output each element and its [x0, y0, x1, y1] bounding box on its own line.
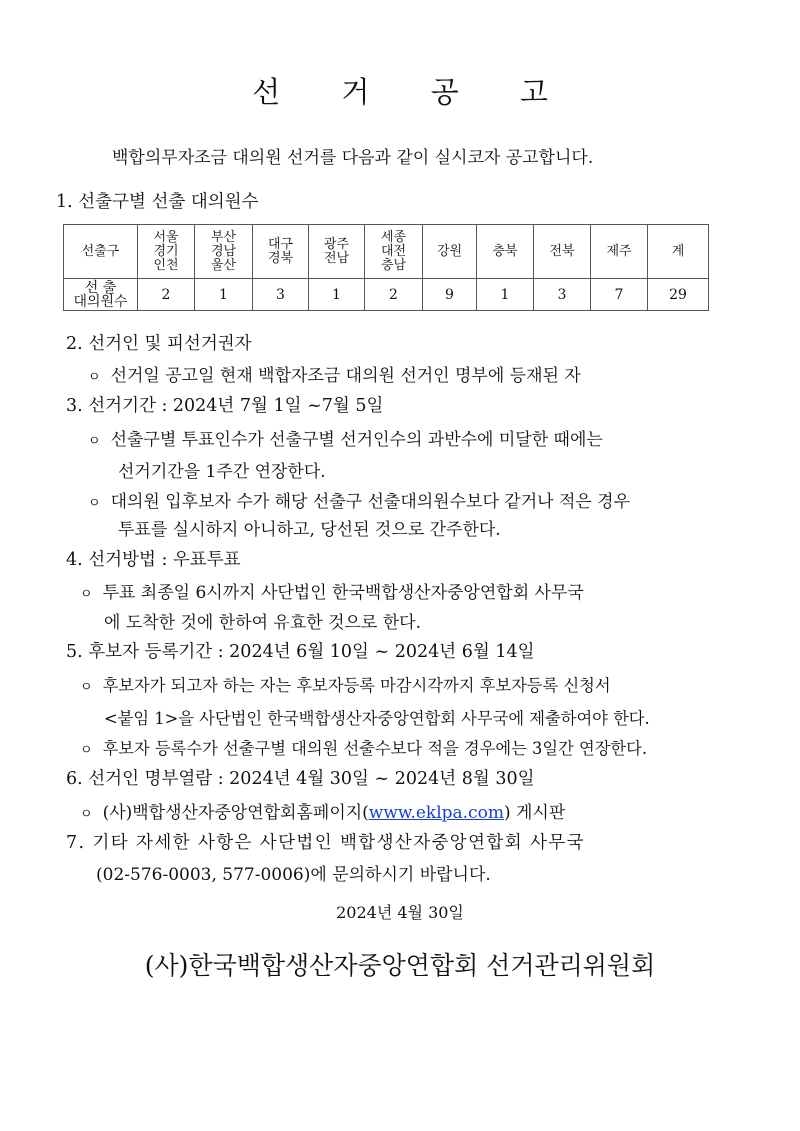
- section3-bullet1-cont: 선거기간을 1주간 연장한다.: [118, 462, 326, 482]
- table-header-cell: 제주: [591, 225, 648, 279]
- section1-heading: 1. 선출구별 선출 대의원수: [56, 192, 259, 212]
- table-cell: 29: [648, 279, 709, 311]
- bullet-text: 선출구별 투표인수가 선출구별 선거인수의 과반수에 미달한 때에는: [110, 430, 603, 450]
- table-header-cell: 강원: [423, 225, 477, 279]
- section3-bullet2: [88, 487, 630, 512]
- table-header-row: [64, 225, 709, 279]
- bullet-text: 후보자가 되고자 하는 자는 후보자등록 마감시각까지 후보자등록 신청서: [102, 676, 611, 695]
- section2-heading: 2. 선거인 및 피선거권자: [66, 334, 252, 354]
- table-row-label: 선 출 대의원수: [64, 279, 138, 311]
- bullet-text: 후보자 등록수가 선출구별 대의원 선출수보다 적을 경우에는 3일간 연장한다.: [102, 739, 648, 758]
- bullet-text: 선거일 공고일 현재 백합자조금 대의원 선거인 명부에 등재된 자: [110, 366, 581, 386]
- organization-name: (사)한국백합생산자중앙연합회 선거관리위원회: [144, 951, 656, 980]
- table-cell: 1: [309, 279, 365, 311]
- bullet-text-suffix: ) 게시판: [503, 803, 566, 823]
- section4-bullet1: [80, 578, 584, 603]
- bullet-symbol: ㅇ: [88, 496, 101, 511]
- section5-heading: 5. 후보자 등록기간 : 2024년 6월 10일 ~ 2024년 6월 14일: [66, 642, 535, 662]
- bullet-text: 대의원 입후보자 수가 해당 선출구 선출대의원수보다 같거나 적은 경우: [110, 492, 631, 512]
- section2-bullet1: [88, 361, 581, 386]
- section7-line2: (02-576-0003, 577-0006)에 문의하시기 바랍니다.: [96, 865, 491, 885]
- section3-bullet2-cont: 투표를 실시하지 아니하고, 당선된 것으로 간주한다.: [118, 520, 501, 540]
- table-value-row: [64, 279, 709, 311]
- table-cell: 1: [195, 279, 253, 311]
- bullet-symbol: ㅇ: [80, 680, 93, 695]
- bullet-text: (사)백합생산자중앙연합회홈페이지(: [102, 803, 369, 823]
- bullet-text: 투표 최종일 6시까지 사단법인 한국백합생산자중앙연합회 사무국: [102, 583, 584, 603]
- notice-date: 2024년 4월 30일: [336, 903, 464, 922]
- table-header-cell: 서울 경기 인천: [138, 225, 195, 279]
- delegates-table: [63, 224, 709, 311]
- section6-heading: 6. 선거인 명부열람 : 2024년 4월 30일 ~ 2024년 8월 30일: [66, 769, 535, 789]
- section4-bullet1-cont: 에 도착한 것에 한하여 유효한 것으로 한다.: [104, 613, 422, 633]
- bullet-symbol: ㅇ: [80, 587, 93, 602]
- table-cell: 3: [534, 279, 591, 311]
- homepage-link[interactable]: www.eklpa.com: [368, 803, 504, 823]
- section5-bullet1-cont: <붙임 1>을 사단법인 한국백합생산자중앙연합회 사무국에 제출하여야 한다.: [104, 709, 650, 728]
- table-cell: 2: [138, 279, 195, 311]
- bullet-symbol: ㅇ: [88, 434, 101, 449]
- section4-heading: 4. 선거방법 : 우표투표: [66, 550, 241, 570]
- table-header-cell: 선출구: [64, 225, 138, 279]
- table-header-cell: 충북: [477, 225, 534, 279]
- table-cell: 2: [365, 279, 423, 311]
- table-header-cell: 부산 경남 울산: [195, 225, 253, 279]
- section3-heading: 3. 선거기간 : 2024년 7월 1일 ~7월 5일: [66, 396, 384, 416]
- bullet-symbol: ㅇ: [80, 743, 93, 758]
- section5-bullet2: [80, 735, 647, 759]
- bullet-symbol: ㅇ: [88, 370, 101, 385]
- table-header-cell: 대구 경북: [253, 225, 309, 279]
- table-header-cell: 광주 전남: [309, 225, 365, 279]
- table-cell: 1: [477, 279, 534, 311]
- table-header-cell: 전북: [534, 225, 591, 279]
- section3-bullet1: [88, 425, 603, 450]
- table-header-cell: 계: [648, 225, 709, 279]
- section7-line1: 7. 기타 자세한 사항은 사단법인 백합생산자중앙연합회 사무국: [66, 833, 585, 853]
- table-cell: 9: [423, 279, 477, 311]
- intro-text: 백합의무자조금 대의원 선거를 다음과 같이 실시코자 공고합니다.: [112, 148, 594, 168]
- table-header-cell: 세종 대전 충남: [365, 225, 423, 279]
- notice-title: 선 거 공 고: [252, 75, 574, 109]
- table-cell: 7: [591, 279, 648, 311]
- section5-bullet1: [80, 672, 611, 696]
- section6-bullet1: [80, 798, 565, 823]
- bullet-symbol: ㅇ: [80, 807, 93, 822]
- table-cell: 3: [253, 279, 309, 311]
